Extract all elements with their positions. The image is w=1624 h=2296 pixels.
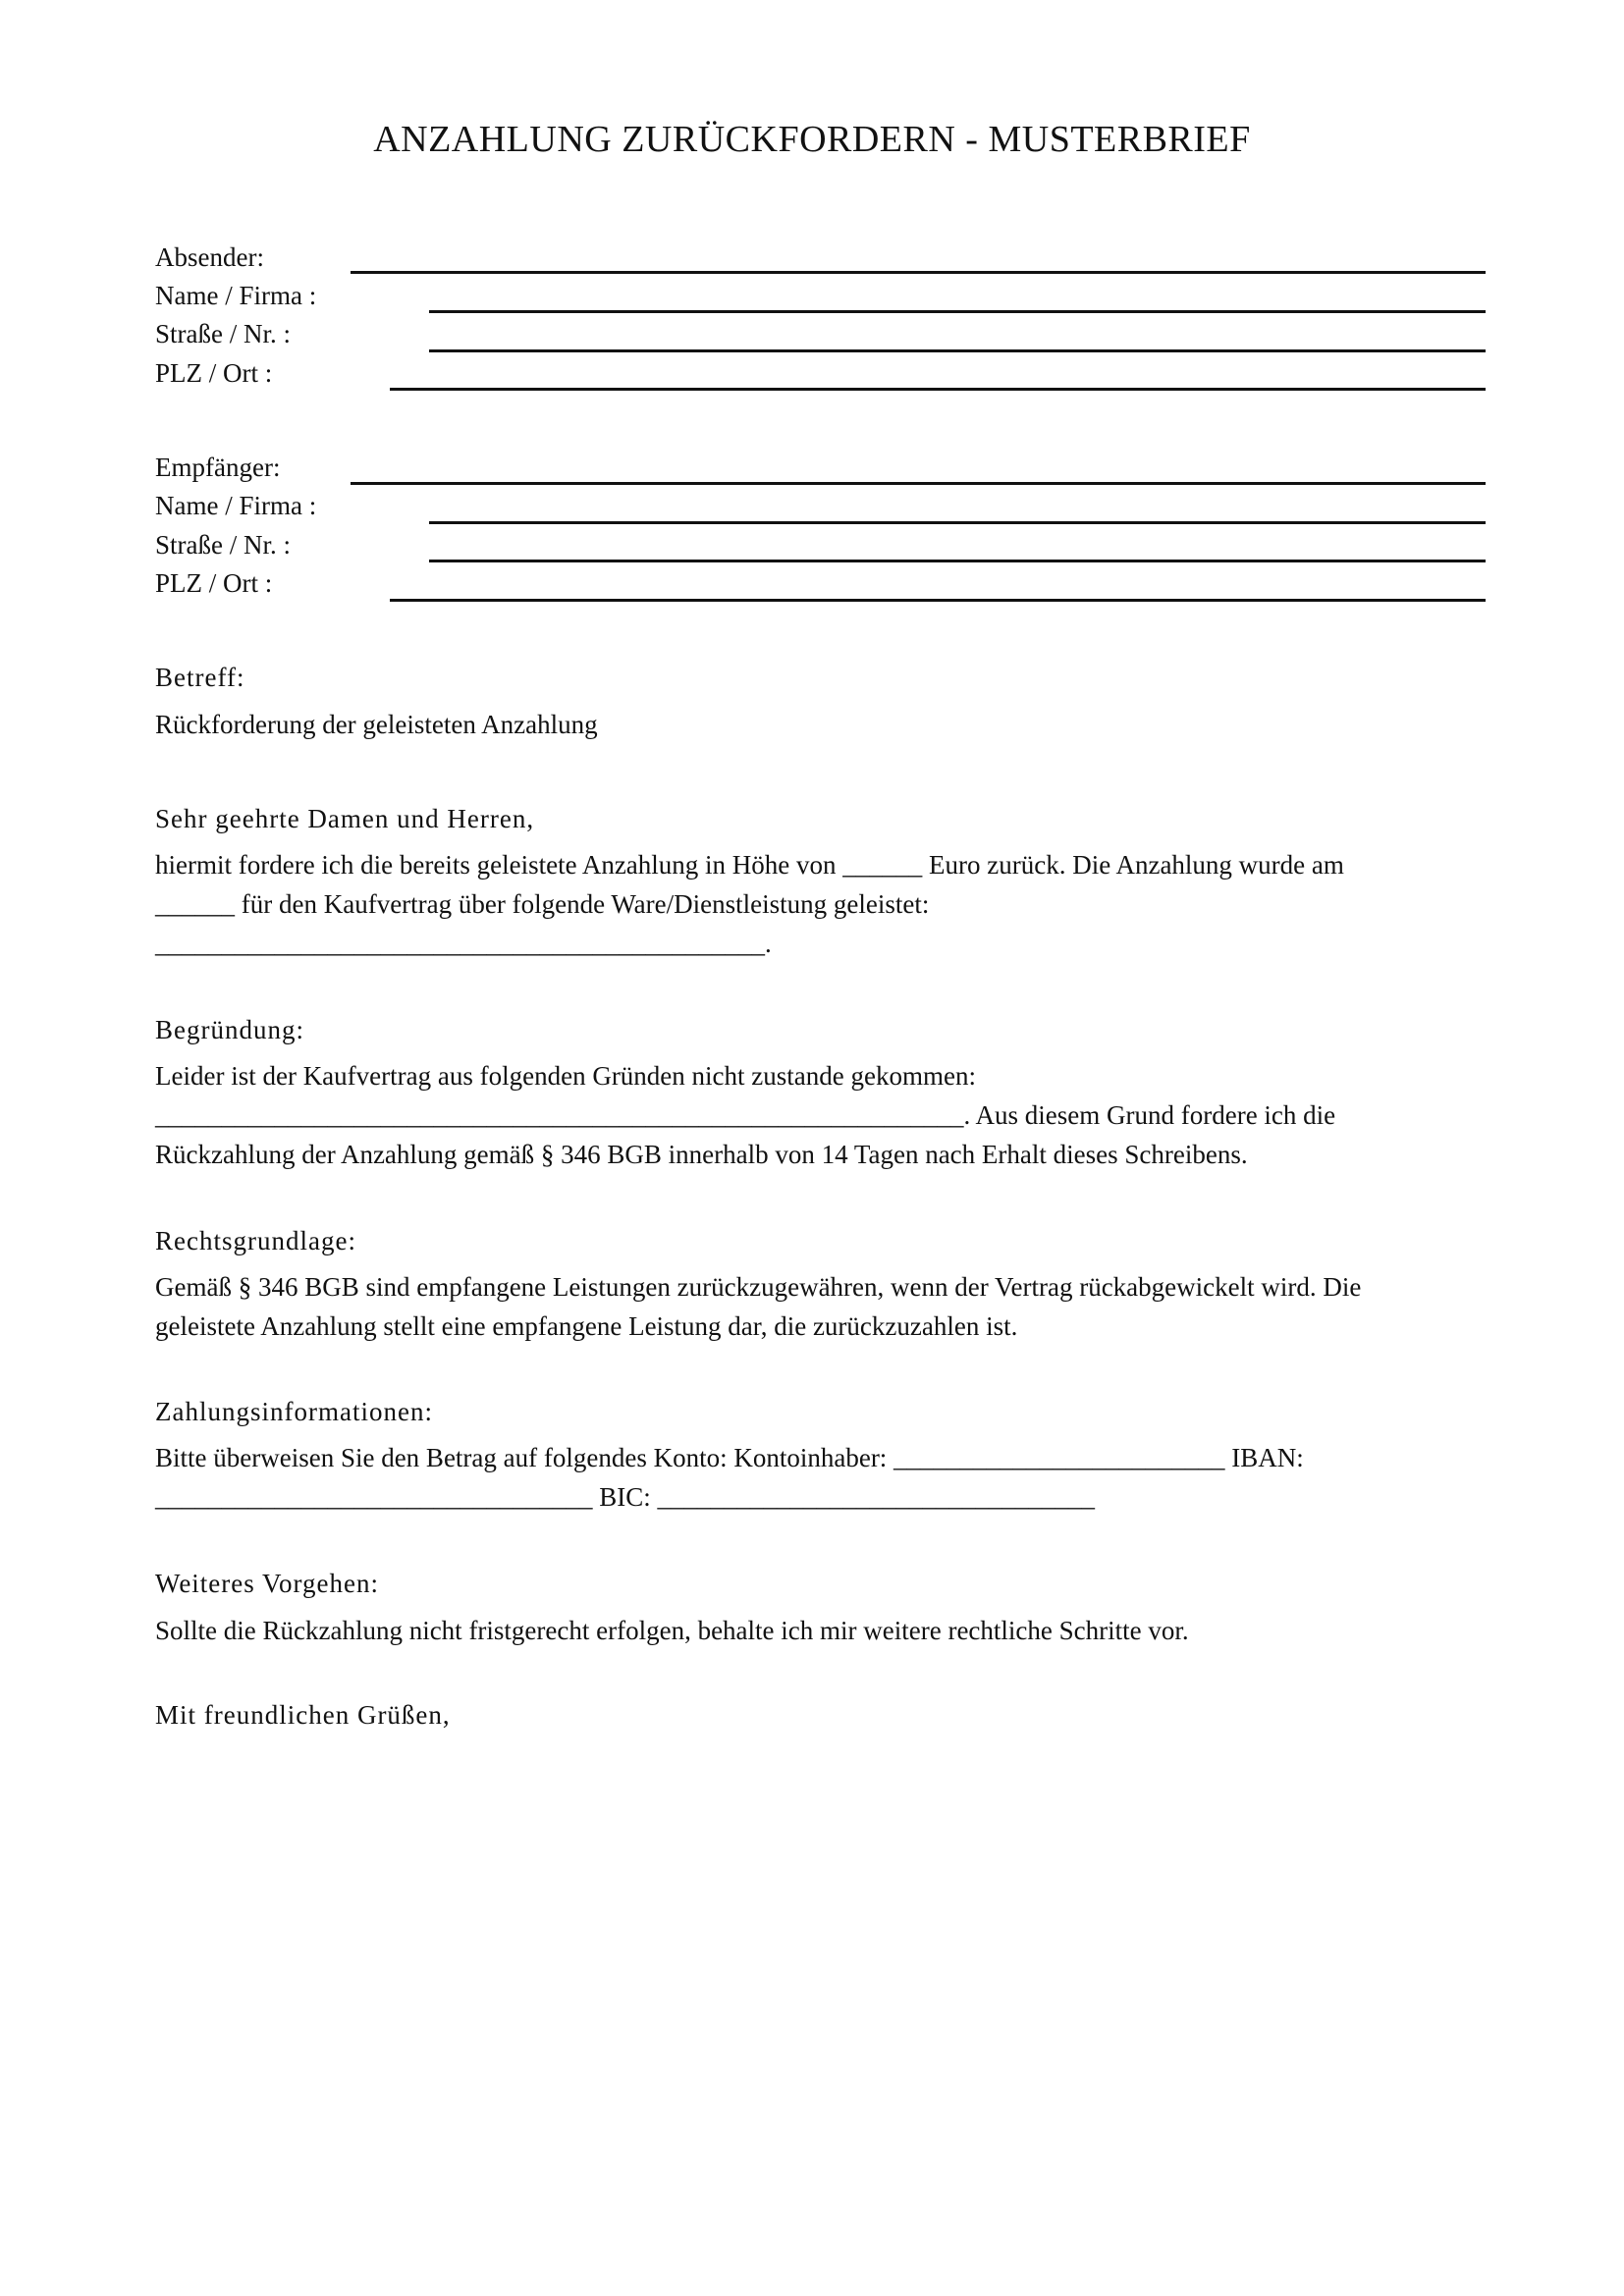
subject-text: Rückforderung der geleisteten Anzahlung xyxy=(155,710,598,739)
reason-paragraph xyxy=(155,1056,1471,1174)
reason-line-1: Leider ist der Kaufvertrag aus folgenden Gründen nicht zustande gekommen: xyxy=(155,1061,976,1091)
next-steps-text: Sollte die Rückzahlung nicht fristgerecht erfolgen, behalte ich mir weitere rechtliche Schritte vor. xyxy=(155,1616,1189,1645)
legal-line-2: geleistete Anzahlung stellt eine empfangene Leistung dar, die zurückzuzahlen ist. xyxy=(155,1311,1018,1341)
next-steps-heading: Weiteres Vorgehen: xyxy=(155,1569,380,1598)
intro-line-3: ______________________________________________. xyxy=(155,929,772,958)
reason-heading: Begründung: xyxy=(155,1015,304,1044)
closing: Mit freundlichen Grüßen, xyxy=(155,1700,451,1730)
sender-heading: Absender: xyxy=(155,242,264,272)
sender-name-label: Name / Firma : xyxy=(155,281,317,310)
sender-street-field[interactable] xyxy=(429,349,1486,352)
sender-street-label: Straße / Nr. : xyxy=(155,319,291,348)
payment-line-2: _________________________________ BIC: _________________________________ xyxy=(155,1482,1096,1512)
recipient-heading: Empfänger: xyxy=(155,453,281,482)
intro-paragraph xyxy=(155,845,1471,963)
sender-name-field[interactable] xyxy=(429,310,1486,313)
page-title: ANZAHLUNG ZURÜCKFORDERN - MUSTERBRIEF xyxy=(373,119,1251,160)
recipient-name-label: Name / Firma : xyxy=(155,491,317,520)
payment-paragraph xyxy=(155,1438,1471,1517)
legal-line-1: Gemäß § 346 BGB sind empfangene Leistungen zurückzugewähren, wenn der Vertrag rückabgewickelt wird. Die xyxy=(155,1272,1362,1302)
sender-field-line[interactable] xyxy=(351,271,1486,274)
payment-line-1: Bitte überweisen Sie den Betrag auf folgendes Konto: Kontoinhaber: _________________________ IBAN: xyxy=(155,1443,1304,1472)
reason-line-3: Rückzahlung der Anzahlung gemäß § 346 BGB innerhalb von 14 Tagen nach Erhalt dieses Schreibens. xyxy=(155,1140,1248,1169)
recipient-street-label: Straße / Nr. : xyxy=(155,530,291,560)
sender-city-label: PLZ / Ort : xyxy=(155,358,273,388)
recipient-street-field[interactable] xyxy=(429,560,1486,562)
legal-paragraph xyxy=(155,1267,1471,1346)
legal-heading: Rechtsgrundlage: xyxy=(155,1226,356,1255)
intro-line-1: hiermit fordere ich die bereits geleistete Anzahlung in Höhe von ______ Euro zurück. Die Anzahlung wurde am xyxy=(155,850,1344,880)
intro-line-2: ______ für den Kaufvertrag über folgende Ware/Dienstleistung geleistet: xyxy=(155,889,930,919)
sender-city-field[interactable] xyxy=(390,388,1486,391)
reason-line-2: _____________________________________________________________. Aus diesem Grund fordere ich die xyxy=(155,1100,1336,1130)
recipient-name-field[interactable] xyxy=(429,521,1486,524)
recipient-city-label: PLZ / Ort : xyxy=(155,568,273,598)
recipient-field-line[interactable] xyxy=(351,482,1486,485)
recipient-city-field[interactable] xyxy=(390,599,1486,602)
payment-heading: Zahlungsinformationen: xyxy=(155,1397,433,1426)
subject-heading: Betreff: xyxy=(155,663,245,692)
greeting: Sehr geehrte Damen und Herren, xyxy=(155,804,535,833)
